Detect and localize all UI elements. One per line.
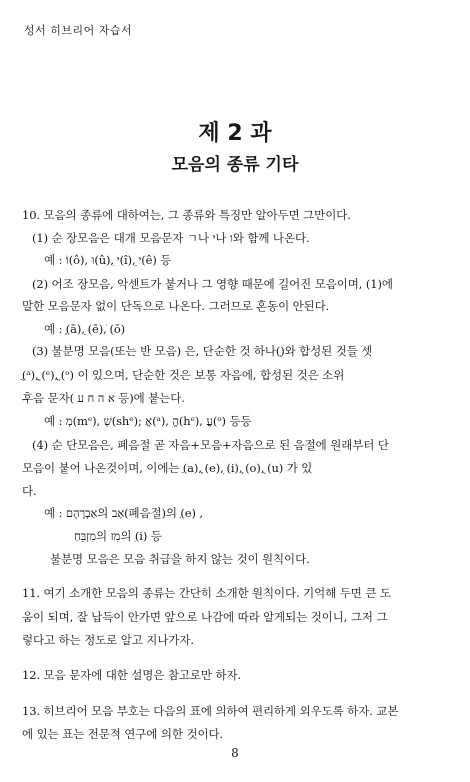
- example-line: מִזְבֵּחַ의 מִז의 ִ(i) 등: [74, 529, 162, 543]
- chapter-title: 제 2 과: [198, 121, 272, 146]
- example-line: 예 : מְ(mᵉ), שְׁ(shᵉ); אֲ(ᵃ), הֱ(hᵉ), עֳ(ᵒ) 등등: [44, 414, 252, 428]
- running-head: 성서 히브리어 자습서: [24, 24, 133, 37]
- page-number: 8: [231, 746, 239, 760]
- note-line: 불분명 모음은 모음 취급을 하지 않는 것이 원칙이다.: [50, 552, 310, 566]
- item-3-line: 후음 문자( א ה ח ע 등)에 붙는다.: [22, 391, 185, 405]
- paragraph-12-line: 12. 모음 문자에 대한 설명은 참고로만 하자.: [22, 668, 242, 682]
- example-line: 예 : אַבְרָהָם의 אַב(폐음절)의 ַ(e) ,: [44, 506, 203, 520]
- paragraph-11-line: 렇다고 하는 정도로 알고 지나가자.: [22, 633, 194, 647]
- item-4-line: 다.: [22, 484, 37, 498]
- paragraph-11-line: 11. 여기 소개한 모음의 종류는 간단히 소개한 원칙이다. 기억해 두면 큰 도: [22, 586, 391, 600]
- item-3-line: ֲ(ᵃ), ֱ(ᵉ), ֳ(ᵒ) 이 있으며, 단순한 것은 보통 자음에, 합성된 것은 소위: [22, 368, 345, 382]
- paragraph-13-line: 에 있는 표는 전문적 연구에 의한 것이다.: [22, 727, 224, 741]
- item-3-line: (3) 불분명 모음(또는 반 모음) 은, 단순한 것 하나(ְ)와 합성된 것들 셋: [32, 344, 373, 358]
- item-4-line: 모음이 붙어 나온것이며, 이에는 ַ(a), ֶ(e), ִ(i), ָ(o), ֻ(u) 가 있: [22, 461, 313, 475]
- chapter-subtitle: 모음의 종류 기타: [171, 155, 299, 175]
- example-line: 예 : וֹ(ô), וּ(û), ִי(î), ֵי(ê) 등: [44, 253, 172, 267]
- paragraph-13-line: 13. 히브리어 모음 부호는 다음의 표에 의하여 편리하게 외우도록 하자. 교본: [22, 704, 399, 718]
- item-2-line: (2) 어조 장모음, 악센트가 붙거나 그 영향 때문에 길어진 모음이며, (1)에: [32, 277, 393, 291]
- item-2-line: 말한 모음문자 없이 단독으로 나온다. 그러므로 혼동이 안된다.: [22, 299, 330, 313]
- item-4-line: (4) 순 단모음은, 폐음절 곧 자음+모음+자음으로 된 음절에 원래부터 단: [32, 438, 389, 452]
- paragraph-10-line: 10. 모음의 종류에 대하여는, 그 종류와 특징만 알아두면 그만이다.: [22, 208, 351, 222]
- example-line: 예 : ָ(ā), ֵ(ē), ֹ(ō): [44, 322, 126, 336]
- item-1-line: (1) 순 장모음은 대개 모음문자 ㄱ나 י나 ו와 함께 나온다.: [32, 231, 310, 245]
- paragraph-11-line: 움이 되며, 잘 납득이 안가면 앞으로 나감에 따라 알게되는 것이니, 그저 그: [22, 610, 388, 624]
